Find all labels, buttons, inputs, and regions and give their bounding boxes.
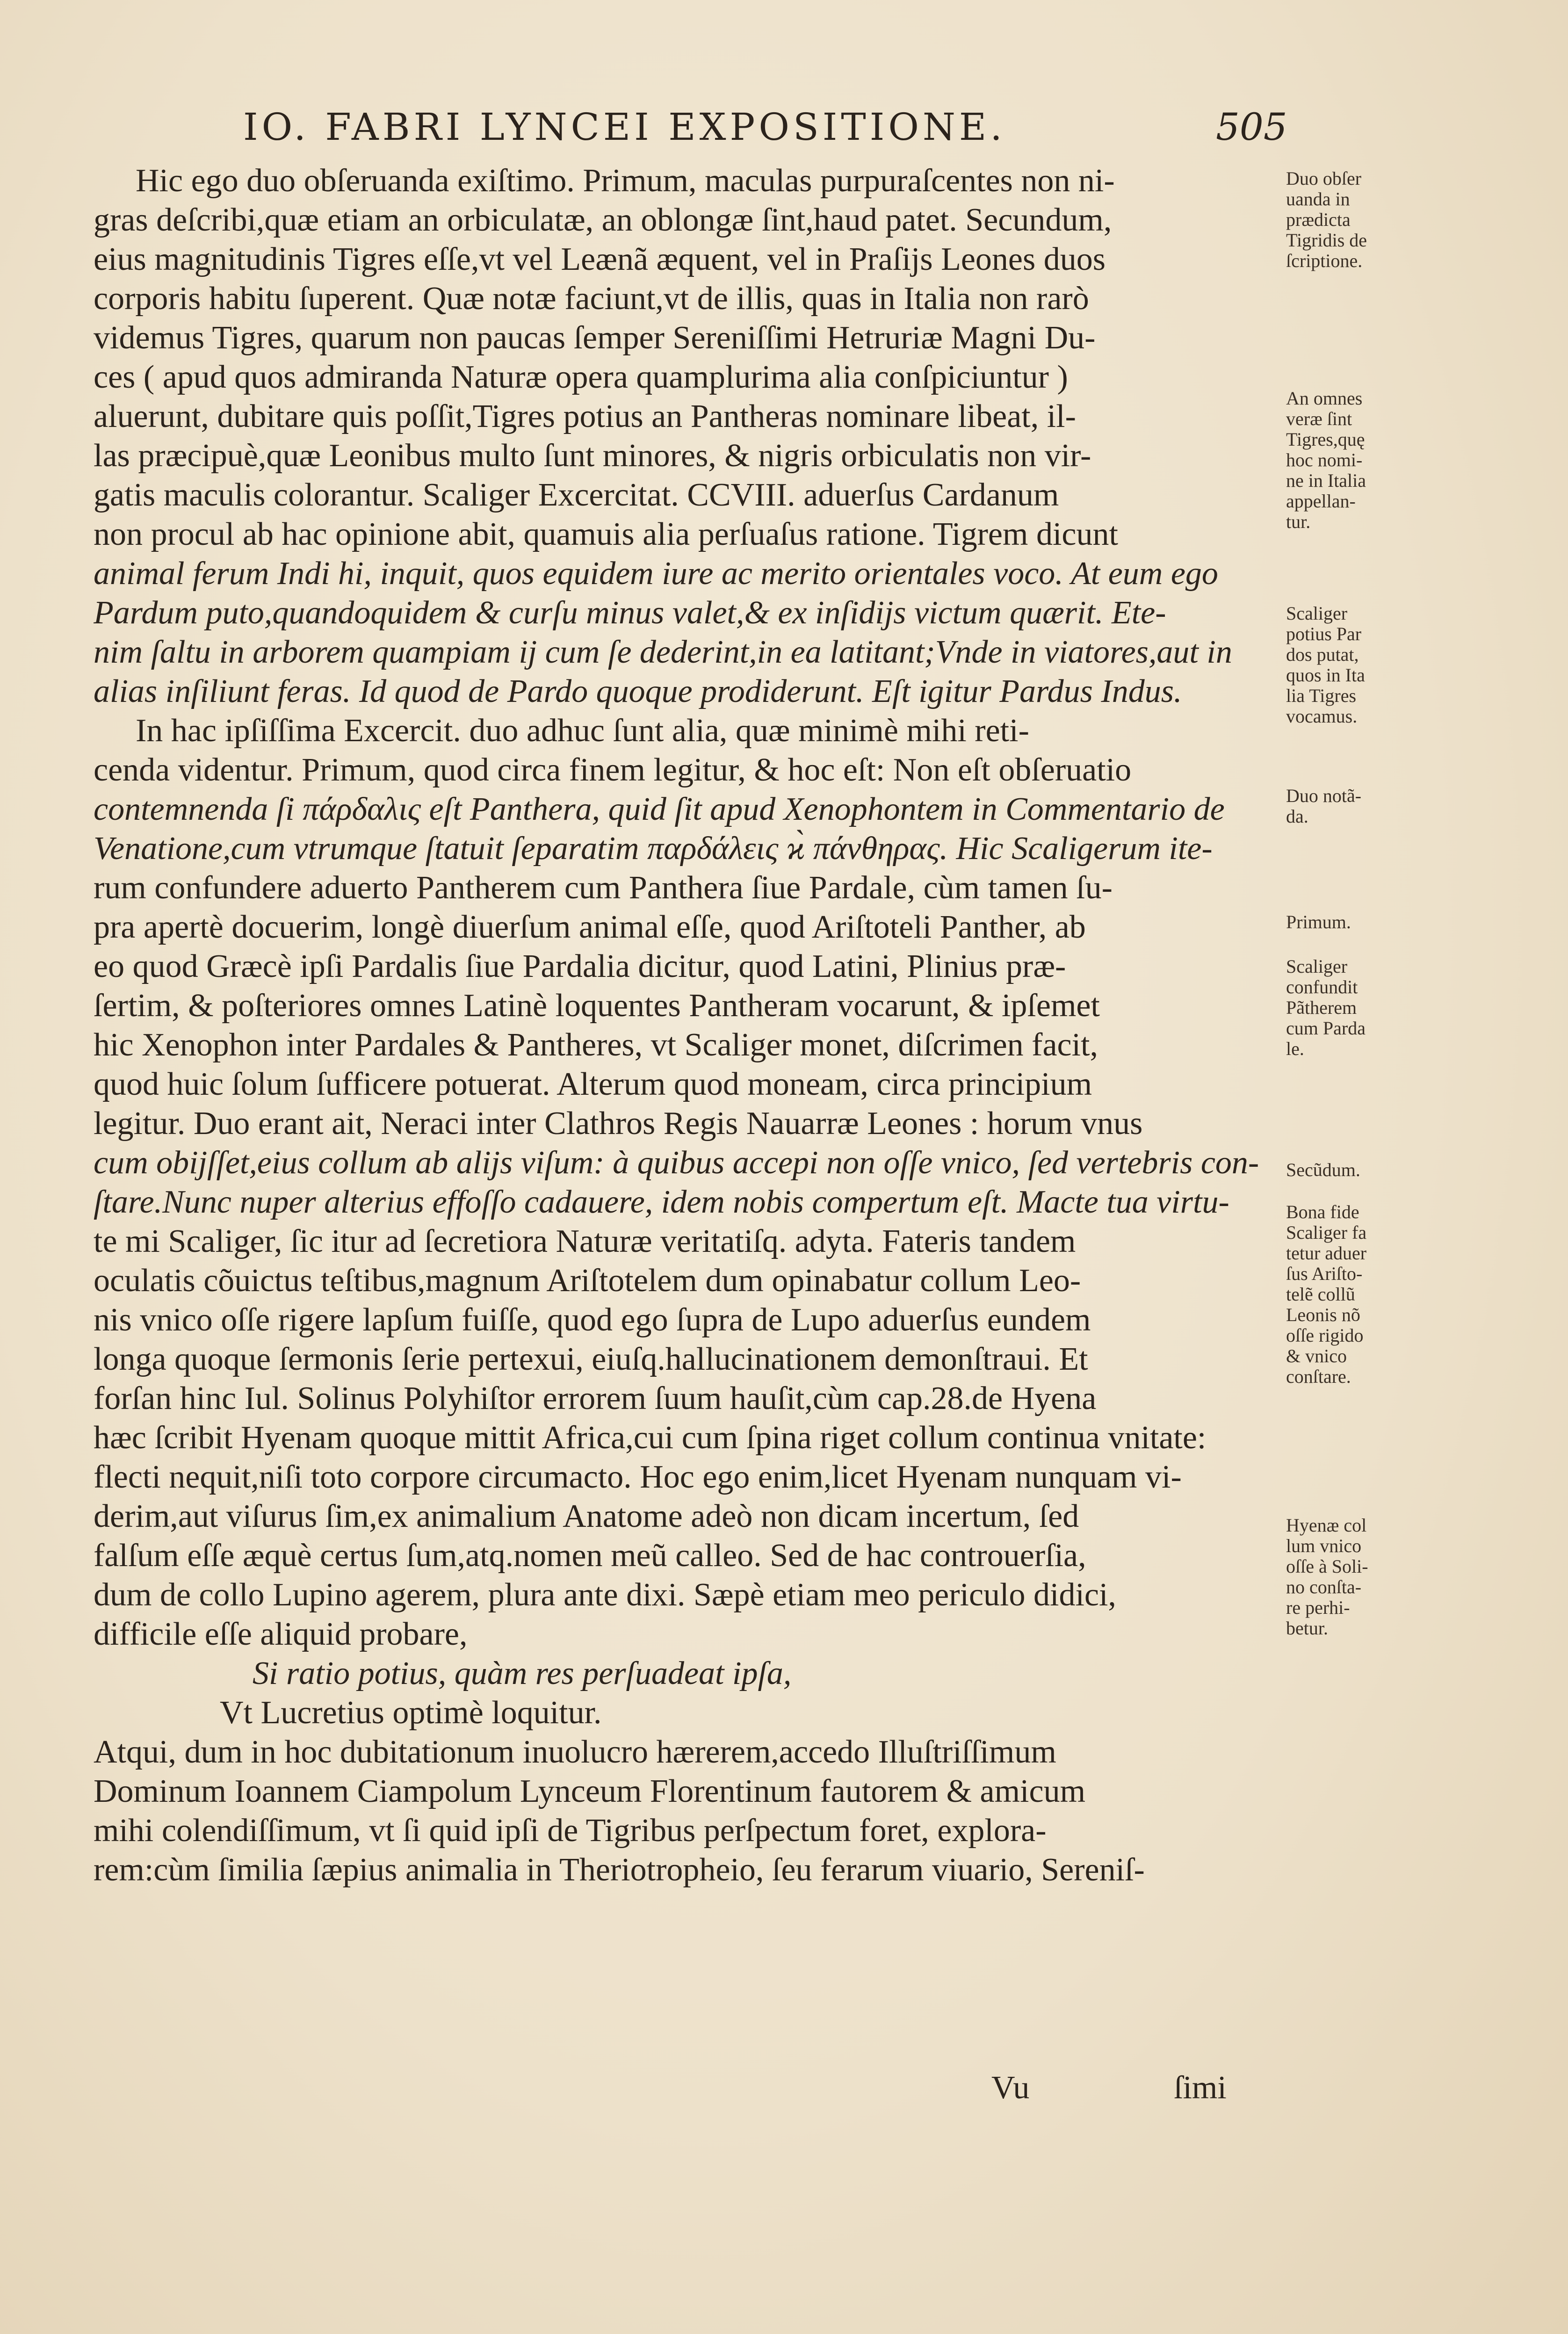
catchword-signature: Vu bbox=[991, 2070, 1030, 2106]
text-line: animal ferum Indi hi, inquit, quos equidem iure ac merito orientales voco. At eum ego bbox=[94, 556, 1218, 592]
marginal-note-line: oſſe à Soli- bbox=[1286, 1556, 1368, 1577]
running-title: IO. FABRI LYNCEI EXPOSITIONE. bbox=[243, 105, 1006, 149]
marginal-note-line: uanda in bbox=[1286, 188, 1350, 210]
text-line: Vt Lucretius optimè loquitur. bbox=[220, 1695, 602, 1731]
marginal-note-line: tur. bbox=[1286, 511, 1311, 532]
text-line: alias inſiliunt feras. Id quod de Pardo quoque prodiderunt. Eſt igitur Pardus Indus. bbox=[94, 673, 1182, 709]
text-line: difficile eſſe aliquid probare, bbox=[94, 1616, 468, 1652]
text-line: videmus Tigres, quarum non paucas ſemper Sereniſſimi Hetruriæ Magni Du- bbox=[94, 320, 1096, 356]
marginal-note bbox=[1286, 786, 1403, 827]
marginal-note-line: le. bbox=[1286, 1038, 1304, 1059]
page-number: 505 bbox=[1216, 105, 1287, 149]
text-line: falſum eſſe æquè certus ſum,atq.nomen meũ calleo. Sed de hac controuerſia, bbox=[94, 1538, 1086, 1574]
text-line: gras deſcribi,quæ etiam an orbiculatæ, an oblongæ ſint,haud patet. Secundum, bbox=[94, 202, 1112, 238]
marginal-note-line: An omnes bbox=[1286, 388, 1363, 409]
marginal-note bbox=[1286, 388, 1403, 532]
text-line: ſtare.Nunc nuper alterius effoſſo cadauere, idem nobis compertum eſt. Macte tua virtu- bbox=[94, 1184, 1229, 1220]
marginal-note-line: betur. bbox=[1286, 1618, 1328, 1639]
marginal-note bbox=[1286, 956, 1403, 1059]
text-line: legitur. Duo erant ait, Neraci inter Clathros Regis Nauarræ Leones : horum vnus bbox=[94, 1106, 1143, 1142]
text-line: dum de collo Lupino agerem, plura ante dixi. Sæpè etiam meo periculo didici, bbox=[94, 1577, 1116, 1613]
text-line: Dominum Ioannem Ciampolum Lynceum Florentinum fautorem & amicum bbox=[94, 1773, 1086, 1809]
marginal-note-line: potius Par bbox=[1286, 623, 1362, 644]
marginal-note-line: Duo notã- bbox=[1286, 785, 1362, 806]
marginal-note-line: Leonis nõ bbox=[1286, 1304, 1360, 1325]
marginal-note-line: re perhi- bbox=[1286, 1597, 1350, 1618]
marginal-note-line: veræ ſint bbox=[1286, 408, 1352, 429]
text-line: nis vnico oſſe rigere lapſum fuiſſe, quod ego ſupra de Lupo aduerſus eundem bbox=[94, 1302, 1091, 1338]
marginal-note bbox=[1286, 168, 1403, 271]
text-line: contemnenda ſi πάρδαλις eſt Panthera, quid ſit apud Xenophontem in Commentario de bbox=[94, 791, 1225, 827]
marginal-note-line: & vnico bbox=[1286, 1345, 1347, 1366]
marginal-note-line: appellan- bbox=[1286, 491, 1356, 512]
marginal-note-line: da. bbox=[1286, 806, 1308, 827]
marginal-note-line: Tigridis de bbox=[1286, 230, 1367, 251]
text-line: Si ratio potius, quàm res perſuadeat ipſa, bbox=[253, 1655, 792, 1691]
text-line: derim,aut viſurus ſim,ex animalium Anatome adeò non dicam incertum, ſed bbox=[94, 1498, 1079, 1534]
text-line: oculatis cõuictus teſtibus,magnum Ariſtotelem dum opinabatur collum Leo- bbox=[94, 1263, 1081, 1299]
text-line: gatis maculis colorantur. Scaliger Excercitat. CCVIII. aduerſus Cardanum bbox=[94, 477, 1059, 513]
main-text-block bbox=[94, 161, 1281, 1890]
text-line: eius magnitudinis Tigres eſſe,vt vel Leænã æquent, vel in Praſijs Leones duos bbox=[94, 241, 1106, 277]
text-line: longa quoque ſermonis ſerie pertexui, eiuſq.hallucinationem demonſtraui. Et bbox=[94, 1341, 1088, 1377]
text-line: pra apertè docuerim, longè diuerſum animal eſſe, quod Ariſtoteli Panther, ab bbox=[94, 909, 1086, 945]
text-line: te mi Scaliger, ſic itur ad ſecretiora Naturæ veritatiſq. adyta. Fateris tandem bbox=[94, 1223, 1076, 1259]
text-line: non procul ab hac opinione abit, quamuis alia perſuaſus ratione. Tigrem dicunt bbox=[94, 516, 1118, 552]
text-line: hic Xenophon inter Pardales & Pantheres, vt Scaliger monet, diſcrimen facit, bbox=[94, 1027, 1098, 1063]
marginal-note-line: Scaliger fa bbox=[1286, 1222, 1367, 1243]
text-line: forſan hinc Iul. Solinus Polyhiſtor errorem ſuum hauſit,cùm cap.28.de Hyena bbox=[94, 1380, 1097, 1416]
marginal-note-line: no conſta- bbox=[1286, 1576, 1362, 1597]
text-line: cum obijſſet,eius collum ab alijs viſum: à quibus accepi non oſſe vnico, ſed vertebris con- bbox=[94, 1145, 1259, 1181]
marginal-note-line: Tigres,quę bbox=[1286, 429, 1365, 450]
marginal-note-line: lum vnico bbox=[1286, 1535, 1362, 1556]
text-line: cenda videntur. Primum, quod circa finem legitur, & hoc eſt: Non eſt obſeruatio bbox=[94, 752, 1132, 788]
marginal-note-line: vocamus. bbox=[1286, 706, 1358, 727]
marginal-note-line: oſſe rigido bbox=[1286, 1325, 1364, 1346]
text-line: ſertim, & poſteriores omnes Latinè loquentes Pantheram vocarunt, & ipſemet bbox=[94, 988, 1100, 1024]
text-line: corporis habitu ſuperent. Quæ notæ faciunt,vt de illis, quas in Italia non rarò bbox=[94, 281, 1089, 317]
text-line: aluerunt, dubitare quis poſſit,Tigres potius an Pantheras nominare libeat, il- bbox=[94, 398, 1076, 434]
marginal-note-line: hoc nomi- bbox=[1286, 449, 1363, 470]
marginal-note-line: ſus Ariſto- bbox=[1286, 1263, 1363, 1284]
text-line: rum confundere aduerto Pantherem cum Panthera ſiue Pardale, cùm tamen ſu- bbox=[94, 870, 1113, 906]
text-line: mihi colendiſſimum, vt ſi quid ipſi de Tigribus perſpectum foret, explora- bbox=[94, 1813, 1047, 1849]
marginal-note-line: Hyenæ col bbox=[1286, 1515, 1367, 1536]
marginal-note bbox=[1286, 603, 1403, 727]
marginal-note-line: quos in Ita bbox=[1286, 665, 1365, 686]
text-line: hæc ſcribit Hyenam quoque mittit Africa,cui cum ſpina riget collum continua vnitate: bbox=[94, 1420, 1207, 1456]
marginal-note-line: Scaliger bbox=[1286, 603, 1348, 624]
text-line: eo quod Græcè ipſi Pardalis ſiue Pardalia dicitur, quod Latini, Plinius præ- bbox=[94, 948, 1066, 984]
marginal-note bbox=[1286, 1515, 1403, 1639]
marginal-note-line: Pãtherem bbox=[1286, 997, 1357, 1018]
marginal-note-line: ne in Italia bbox=[1286, 470, 1366, 491]
text-line: quod huic ſolum ſufficere potuerat. Alterum quod moneam, circa principium bbox=[94, 1066, 1092, 1102]
marginal-note-line: Scaliger bbox=[1286, 956, 1348, 977]
marginal-note bbox=[1286, 912, 1403, 932]
marginal-note-line: prædicta bbox=[1286, 209, 1351, 230]
text-line: Atqui, dum in hoc dubitationum inuolucro hærerem,accedo Illuſtriſſimum bbox=[94, 1734, 1056, 1770]
text-line: ces ( apud quos admiranda Naturæ opera quamplurima alia conſpiciuntur ) bbox=[94, 359, 1068, 395]
marginal-note bbox=[1286, 1202, 1403, 1387]
text-line: In hac ipſiſſima Excercit. duo adhuc ſunt alia, quæ minimè mihi reti- bbox=[136, 713, 1029, 749]
text-line: Pardum puto,quandoquidem & curſu minus valet,& ex inſidijs victum quærit. Ete- bbox=[94, 595, 1166, 631]
text-line: las præcipuè,quæ Leonibus multo ſunt minores, & nigris orbiculatis non vir- bbox=[94, 438, 1091, 474]
marginal-note-line: cum Parda bbox=[1286, 1018, 1366, 1039]
marginal-note-line: tetur aduer bbox=[1286, 1243, 1367, 1264]
marginal-note-line: conſtare. bbox=[1286, 1366, 1351, 1387]
marginal-note-line: Duo obſer bbox=[1286, 168, 1362, 189]
text-line: Hic ego duo obſeruanda exiſtimo. Primum, maculas purpuraſcentes non ni- bbox=[136, 163, 1115, 199]
marginal-note-line: confundit bbox=[1286, 976, 1358, 997]
text-line: Venatione,cum vtrumque ſtatuit ſeparatim παρδάλεις ϰ̀ πάνθηρας. Hic Scaligerum ite- bbox=[94, 831, 1213, 867]
marginal-note-line: telẽ collũ bbox=[1286, 1284, 1355, 1305]
text-line: rem:cùm ſimilia ſæpius animalia in Theriotropheio, ſeu ferarum viuario, Sereniſ- bbox=[94, 1852, 1145, 1888]
catchword: ſimi bbox=[1174, 2070, 1227, 2106]
text-line: flecti nequit,niſi toto corpore circumacto. Hoc ego enim,licet Hyenam nunquam vi- bbox=[94, 1459, 1182, 1495]
marginal-note-line: Secũdum. bbox=[1286, 1159, 1360, 1180]
marginal-note bbox=[1286, 1160, 1403, 1180]
marginal-note-line: Bona fide bbox=[1286, 1201, 1359, 1222]
marginal-note-line: Primum. bbox=[1286, 911, 1351, 932]
marginal-note-line: ſcriptione. bbox=[1286, 250, 1363, 271]
marginal-note-line: dos putat, bbox=[1286, 644, 1359, 665]
text-line: nim ſaltu in arborem quampiam ij cum ſe dederint,in ea latitant;Vnde in viatores,aut in bbox=[94, 634, 1232, 670]
marginal-note-line: lia Tigres bbox=[1286, 685, 1357, 706]
